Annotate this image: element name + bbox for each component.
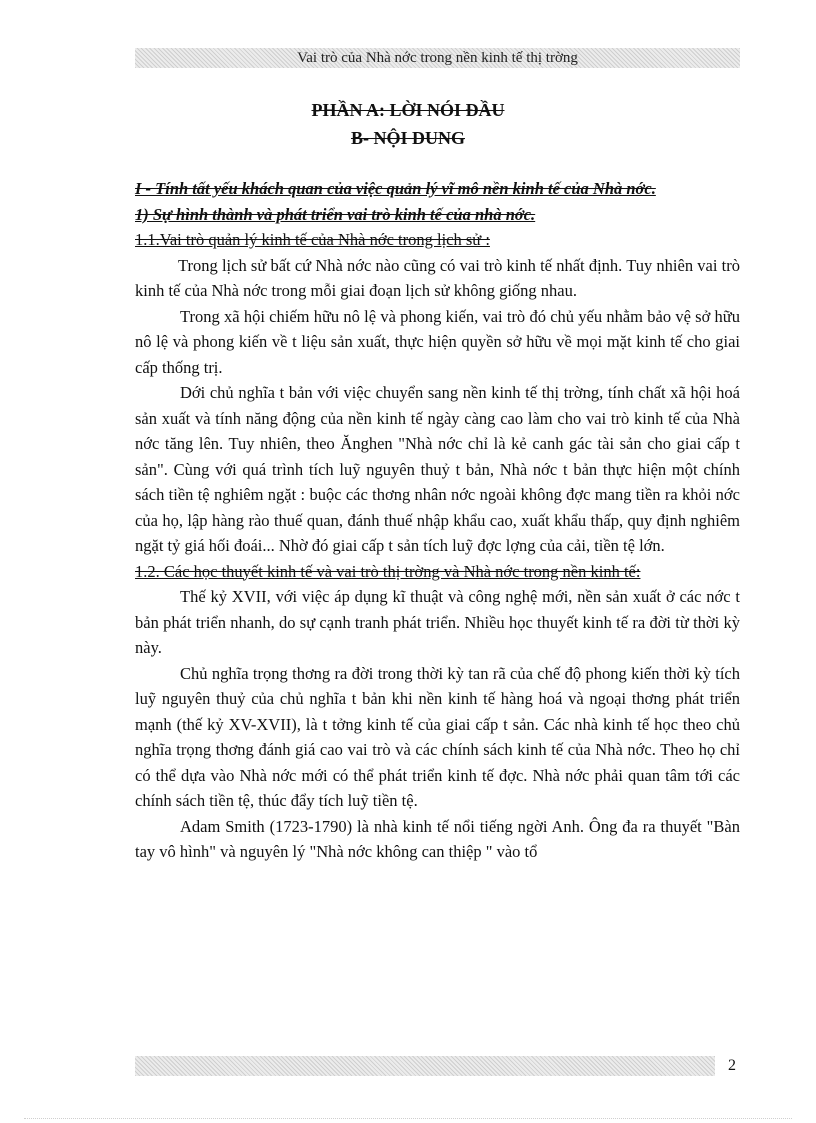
section-heading: I - Tính tất yếu khách quan của việc quản lý vĩ mô nền kinh tế của Nhà nớc. [135, 179, 656, 198]
page-edge-divider [24, 1118, 792, 1119]
part-b-title: B- NỘI DUNG [350, 128, 465, 148]
paragraph: Trong lịch sử bất cứ Nhà nớc nào cũng có vai trò kinh tế nhất định. Tuy nhiên vai trò kinh tế của Nhà nớc trong mỗi giai đoạn lịch sử không giống nhau. [135, 255, 740, 300]
paragraph: Adam Smith (1723-1790) là nhà kinh tế nổi tiếng ngời Anh. Ông đa ra thuyết "Bàn tay vô hình" và nguyên lý "Nhà nớc không can thiệp " vào tổ [135, 816, 740, 861]
subsection-heading [135, 202, 740, 228]
paragraph: Chủ nghĩa trọng thơng ra đời trong thời kỳ tan rã của chế độ phong kiến thời kỳ tích luỹ nguyên thuỷ của chủ nghĩa t bản khi nền kinh tế hàng hoá và ngoại thơng phát triển mạnh (thế kỷ XV-XVII), là t tởng kinh tế của giai cấp t sản. Các nhà kinh tế học theo chủ nghĩa trọng thơng đánh giá cao vai trò và các chính sách kinh tế của Nhà nớc. Theo họ chỉ có thể dựa vào Nhà nớc mới có thể phát triển kinh tế đợc. Nhà nớc phải quan tâm tới các chính sách tiền tệ, thúc đẩy tích luỹ tiền tệ. [135, 663, 740, 810]
paragraph: Dới chủ nghĩa t bản với việc chuyển sang nền kinh tế thị trờng, tính chất xã hội hoá sản xuất và tính năng động của nền kinh tế ngày càng cao làm cho vai trò kinh tế của Nhà nớc tăng lên. Tuy nhiên, theo Ănghen "Nhà nớc chỉ là kẻ canh gác tài sản cho giai cấp t sản". Cùng với quá trình tích luỹ nguyên thuỷ t bản, Nhà nớc t bản thực hiện một chính sách tiền tệ nghiêm ngặt : buộc các thơng nhân nớc ngoài không đợc mang tiền ra khỏi nớc của họ, lập hàng rào thuế quan, đánh thuế nhập khẩu cao, xuất khẩu thấp, quy định nghiêm ngặt tỷ giá hối đoái... Nhờ đó giai cấp t sản tích luỹ đợc lợng của cải, tiền tệ lớn. [135, 383, 740, 555]
part-a-title: PHẦN A: LỜI NÓI ĐẦU [311, 100, 505, 120]
subsection-1-1-heading: 1.1.Vai trò quản lý kinh tế của Nhà nớc trong lịch sử : [135, 230, 490, 249]
subsection-1-2-heading: 1.2. Các học thuyết kinh tế và vai trò thị trờng và Nhà nớc trong nền kinh tế: [135, 561, 641, 581]
footer-bar [135, 1056, 715, 1076]
subsection-heading-text: 1) Sự hình thành và phát triển vai trò kinh tế của nhà nớc. [135, 204, 536, 224]
page-number: 2 [728, 1057, 736, 1074]
paragraph: Trong xã hội chiếm hữu nô lệ và phong kiến, vai trò đó chủ yếu nhằm bảo vệ sở hữu nô lệ và phong kiến về t liệu sản xuất, thực hiện quyền sở hữu về mọi mặt kinh tế cho giai cấp thống trị. [135, 306, 740, 377]
document-body [135, 176, 740, 865]
paragraph: Thế kỷ XVII, với việc áp dụng kĩ thuật và công nghệ mới, nền sản xuất ở các nớc t bản phát triển nhanh, do sự cạnh tranh phát triển. Nhiều học thuyết kinh tế ra đời từ thời kỳ này. [135, 587, 740, 657]
running-header: Vai trò của Nhà nớc trong nền kinh tế thị trờng [135, 48, 740, 68]
